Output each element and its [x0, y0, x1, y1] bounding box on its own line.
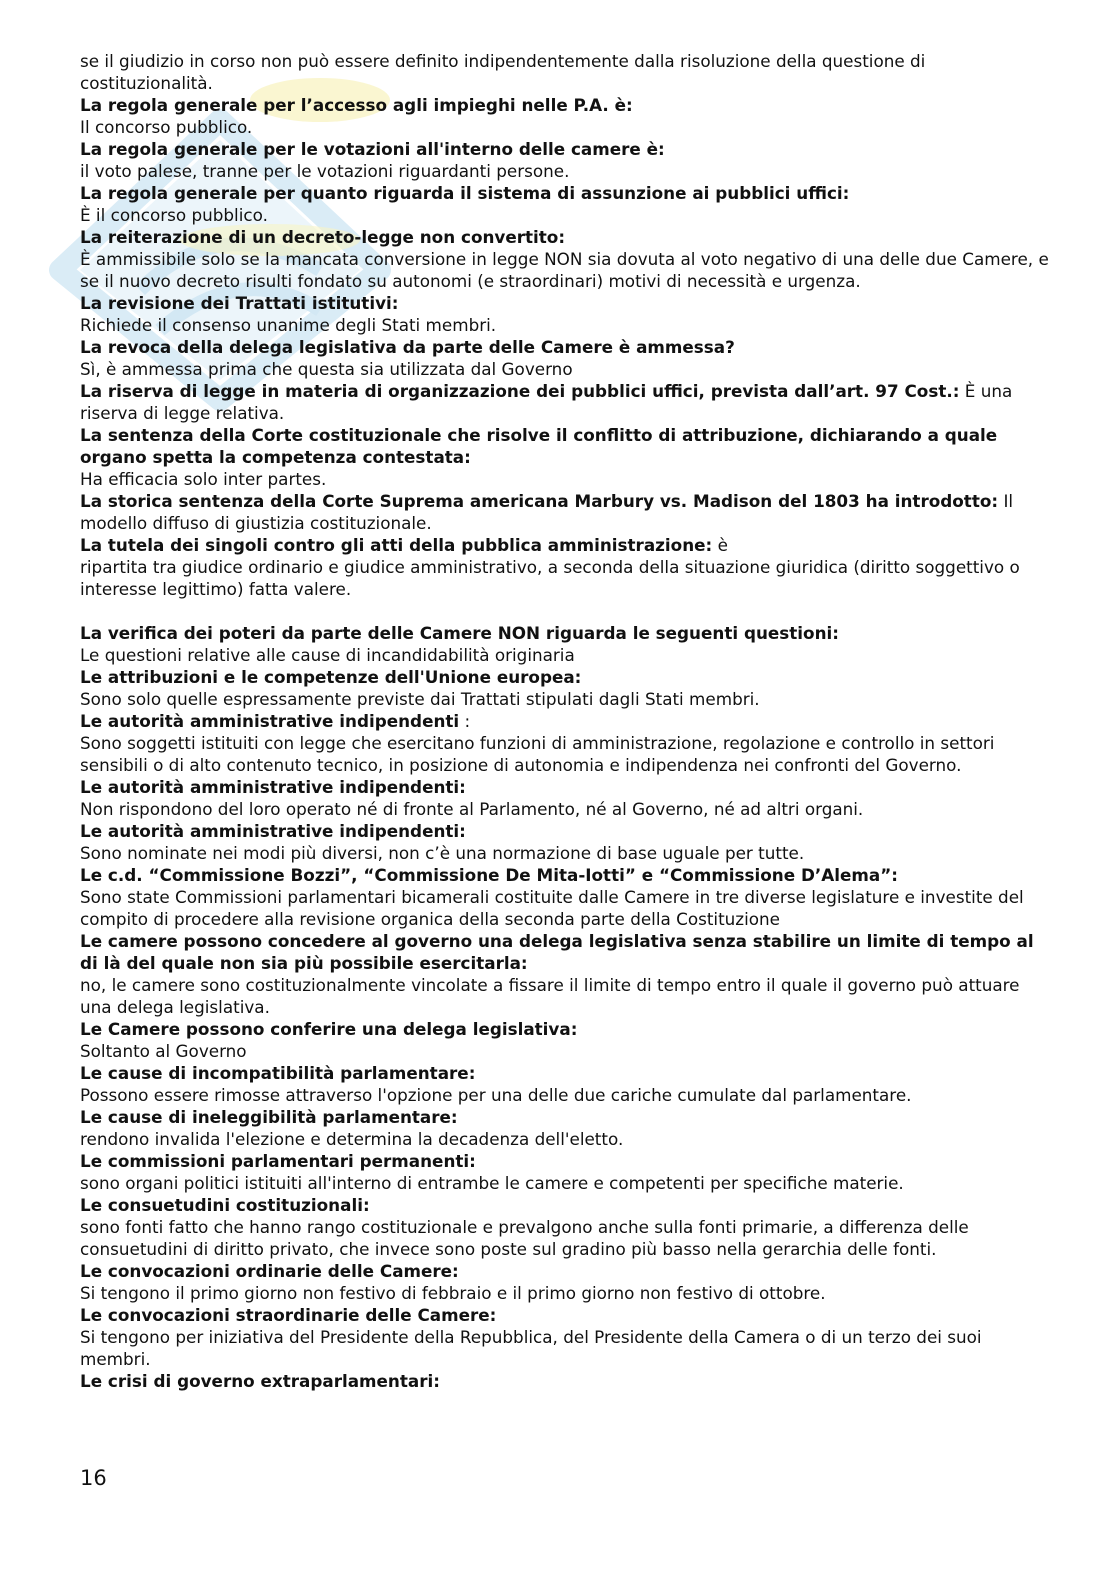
answer-text: il voto palese, tranne per le votazioni riguardanti persone.: [80, 161, 570, 181]
answer-text: Ha efficacia solo inter partes.: [80, 469, 327, 489]
qa-entry: [80, 1194, 1050, 1260]
question-text: La sentenza della Corte costituzionale che risolve il conflitto di attribuzione, dichiarando a quale organo spetta la competenza contestata:: [80, 425, 998, 467]
qa-entry: [80, 336, 1050, 380]
qa-entry: [80, 226, 1050, 292]
qa-entry: [80, 666, 1050, 710]
question-text: Le autorità amministrative indipendenti:: [80, 777, 466, 797]
qa-entry: [80, 622, 1050, 666]
answer-text: Sono solo quelle espressamente previste dai Trattati stipulati dagli Stati membri.: [80, 689, 760, 709]
lead-text: se il giudizio in corso non può essere definito indipendentemente dalla risoluzione della questione di costituzionalità.: [80, 51, 926, 93]
qa-entry: [80, 930, 1050, 1018]
qa-entry: [80, 820, 1050, 864]
question-text: Le cause di incompatibilità parlamentare:: [80, 1063, 476, 1083]
answer-text: È una riserva di legge relativa.: [80, 381, 1013, 423]
answer-text: ripartita tra giudice ordinario e giudice amministrativo, a seconda della situazione giuridica (diritto soggettivo o interesse legittimo) fatta valere.: [80, 557, 1020, 599]
qa-entry: [80, 710, 1050, 776]
question-text: Le convocazioni ordinarie delle Camere:: [80, 1261, 459, 1281]
qa-entry: [80, 1260, 1050, 1304]
qa-entry: [80, 1370, 1050, 1392]
question-text: Le Camere possono conferire una delega legislativa:: [80, 1019, 578, 1039]
answer-text: Si tengono per iniziativa del Presidente della Repubblica, del Presidente della Camera o di un terzo dei suoi membri.: [80, 1327, 982, 1369]
qa-entry: [80, 864, 1050, 930]
question-text: La storica sentenza della Corte Suprema americana Marbury vs. Madison del 1803 ha introdotto:: [80, 491, 999, 511]
question-text: La verifica dei poteri da parte delle Camere NON riguarda le seguenti questioni:: [80, 623, 839, 643]
question-text: Le attribuzioni e le competenze dell'Unione europea:: [80, 667, 582, 687]
lead-paragraph: [80, 50, 1050, 94]
qa-entry: [80, 138, 1050, 182]
answer-text: Si tengono il primo giorno non festivo di febbraio e il primo giorno non festivo di ottobre.: [80, 1283, 826, 1303]
qa-entry: [80, 1018, 1050, 1062]
answer-text: è: [717, 535, 728, 555]
answer-text: :: [464, 711, 471, 731]
answer-text: Non rispondono del loro operato né di fronte al Parlamento, né al Governo, né ad altri organi.: [80, 799, 864, 819]
question-text: Le cause di ineleggibilità parlamentare:: [80, 1107, 458, 1127]
answer-text: Le questioni relative alle cause di incandidabilità originaria: [80, 645, 575, 665]
question-text: Le consuetudini costituzionali:: [80, 1195, 370, 1215]
document-body: [80, 50, 1050, 1392]
answer-text: sono fonti fatto che hanno rango costituzionale e prevalgono anche sulla fonti primarie, a differenza delle consuetudini di diritto privato, che invece sono poste sul gradino più basso nella gerarchia delle fonti.: [80, 1217, 969, 1259]
qa-entry: [80, 292, 1050, 336]
qa-entry: [80, 1062, 1050, 1106]
qa-entry: [80, 1106, 1050, 1150]
answer-text: Sì, è ammessa prima che questa sia utilizzata dal Governo: [80, 359, 573, 379]
qa-entry: [80, 776, 1050, 820]
section-gap: [80, 600, 1050, 622]
qa-entry: [80, 1304, 1050, 1370]
question-text: La regola generale per le votazioni all'interno delle camere è:: [80, 139, 665, 159]
qa-entry: [80, 380, 1050, 424]
question-text: La regola generale per quanto riguarda il sistema di assunzione ai pubblici uffici:: [80, 183, 850, 203]
answer-text: Il modello diffuso di giustizia costituzionale.: [80, 491, 1014, 533]
answer-text: Richiede il consenso unanime degli Stati membri.: [80, 315, 497, 335]
qa-entry: [80, 94, 1050, 138]
answer-text: Sono nominate nei modi più diversi, non c’è una normazione di base uguale per tutte.: [80, 843, 805, 863]
answer-text: È ammissibile solo se la mancata conversione in legge NON sia dovuta al voto negativo di una delle due Camere, e se il nuovo decreto risulti fondato su autonomi (e straordinari) motivi di necessità e urgenza.: [80, 249, 1049, 291]
answer-text: Possono essere rimosse attraverso l'opzione per una delle due cariche cumulate dal parlamentare.: [80, 1085, 912, 1105]
answer-text: rendono invalida l'elezione e determina la decadenza dell'eletto.: [80, 1129, 624, 1149]
question-text: Le c.d. “Commissione Bozzi”, “Commissione De Mita-Iotti” e “Commissione D’Alema”:: [80, 865, 898, 885]
qa-entry: [80, 424, 1050, 490]
answer-text: no, le camere sono costituzionalmente vincolate a fissare il limite di tempo entro il quale il governo può attuare una delega legislativa.: [80, 975, 1020, 1017]
answer-text: Il concorso pubblico.: [80, 117, 253, 137]
question-text: La reiterazione di un decreto-legge non convertito:: [80, 227, 566, 247]
answer-text: Soltanto al Governo: [80, 1041, 247, 1061]
page-number: 16: [80, 1466, 107, 1490]
question-text: Le autorità amministrative indipendenti: [80, 711, 460, 731]
question-text: Le autorità amministrative indipendenti:: [80, 821, 466, 841]
question-text: Le camere possono concedere al governo una delega legislativa senza stabilire un limite di tempo al di là del quale non sia più possibile esercitarla:: [80, 931, 1034, 973]
qa-entry: [80, 1150, 1050, 1194]
answer-text: È il concorso pubblico.: [80, 205, 268, 225]
question-text: Le crisi di governo extraparlamentari:: [80, 1371, 440, 1391]
question-text: La tutela dei singoli contro gli atti della pubblica amministrazione:: [80, 535, 713, 555]
answer-text: Sono state Commissioni parlamentari bicamerali costituite dalle Camere in tre diverse legislature e investite del compito di procedere alla revisione organica della seconda parte della Costituzione: [80, 887, 1024, 929]
answer-text: Sono soggetti istituiti con legge che esercitano funzioni di amministrazione, regolazione e controllo in settori sensibili o di alto contenuto tecnico, in posizione di autonomia e indipendenza nei confronti del Governo.: [80, 733, 995, 775]
question-text: La revisione dei Trattati istitutivi:: [80, 293, 399, 313]
question-text: La revoca della delega legislativa da parte delle Camere è ammessa?: [80, 337, 735, 357]
qa-entry: [80, 490, 1050, 534]
question-text: Le commissioni parlamentari permanenti:: [80, 1151, 476, 1171]
question-text: Le convocazioni straordinarie delle Camere:: [80, 1305, 497, 1325]
answer-text: sono organi politici istituiti all'interno di entrambe le camere e competenti per specifiche materie.: [80, 1173, 904, 1193]
question-text: La riserva di legge in materia di organizzazione dei pubblici uffici, prevista dall’art. 97 Cost.:: [80, 381, 960, 401]
qa-entry: [80, 556, 1050, 600]
qa-entry: [80, 182, 1050, 226]
qa-entry: [80, 534, 1050, 556]
question-text: La regola generale per l’accesso agli impieghi nelle P.A. è:: [80, 95, 633, 115]
